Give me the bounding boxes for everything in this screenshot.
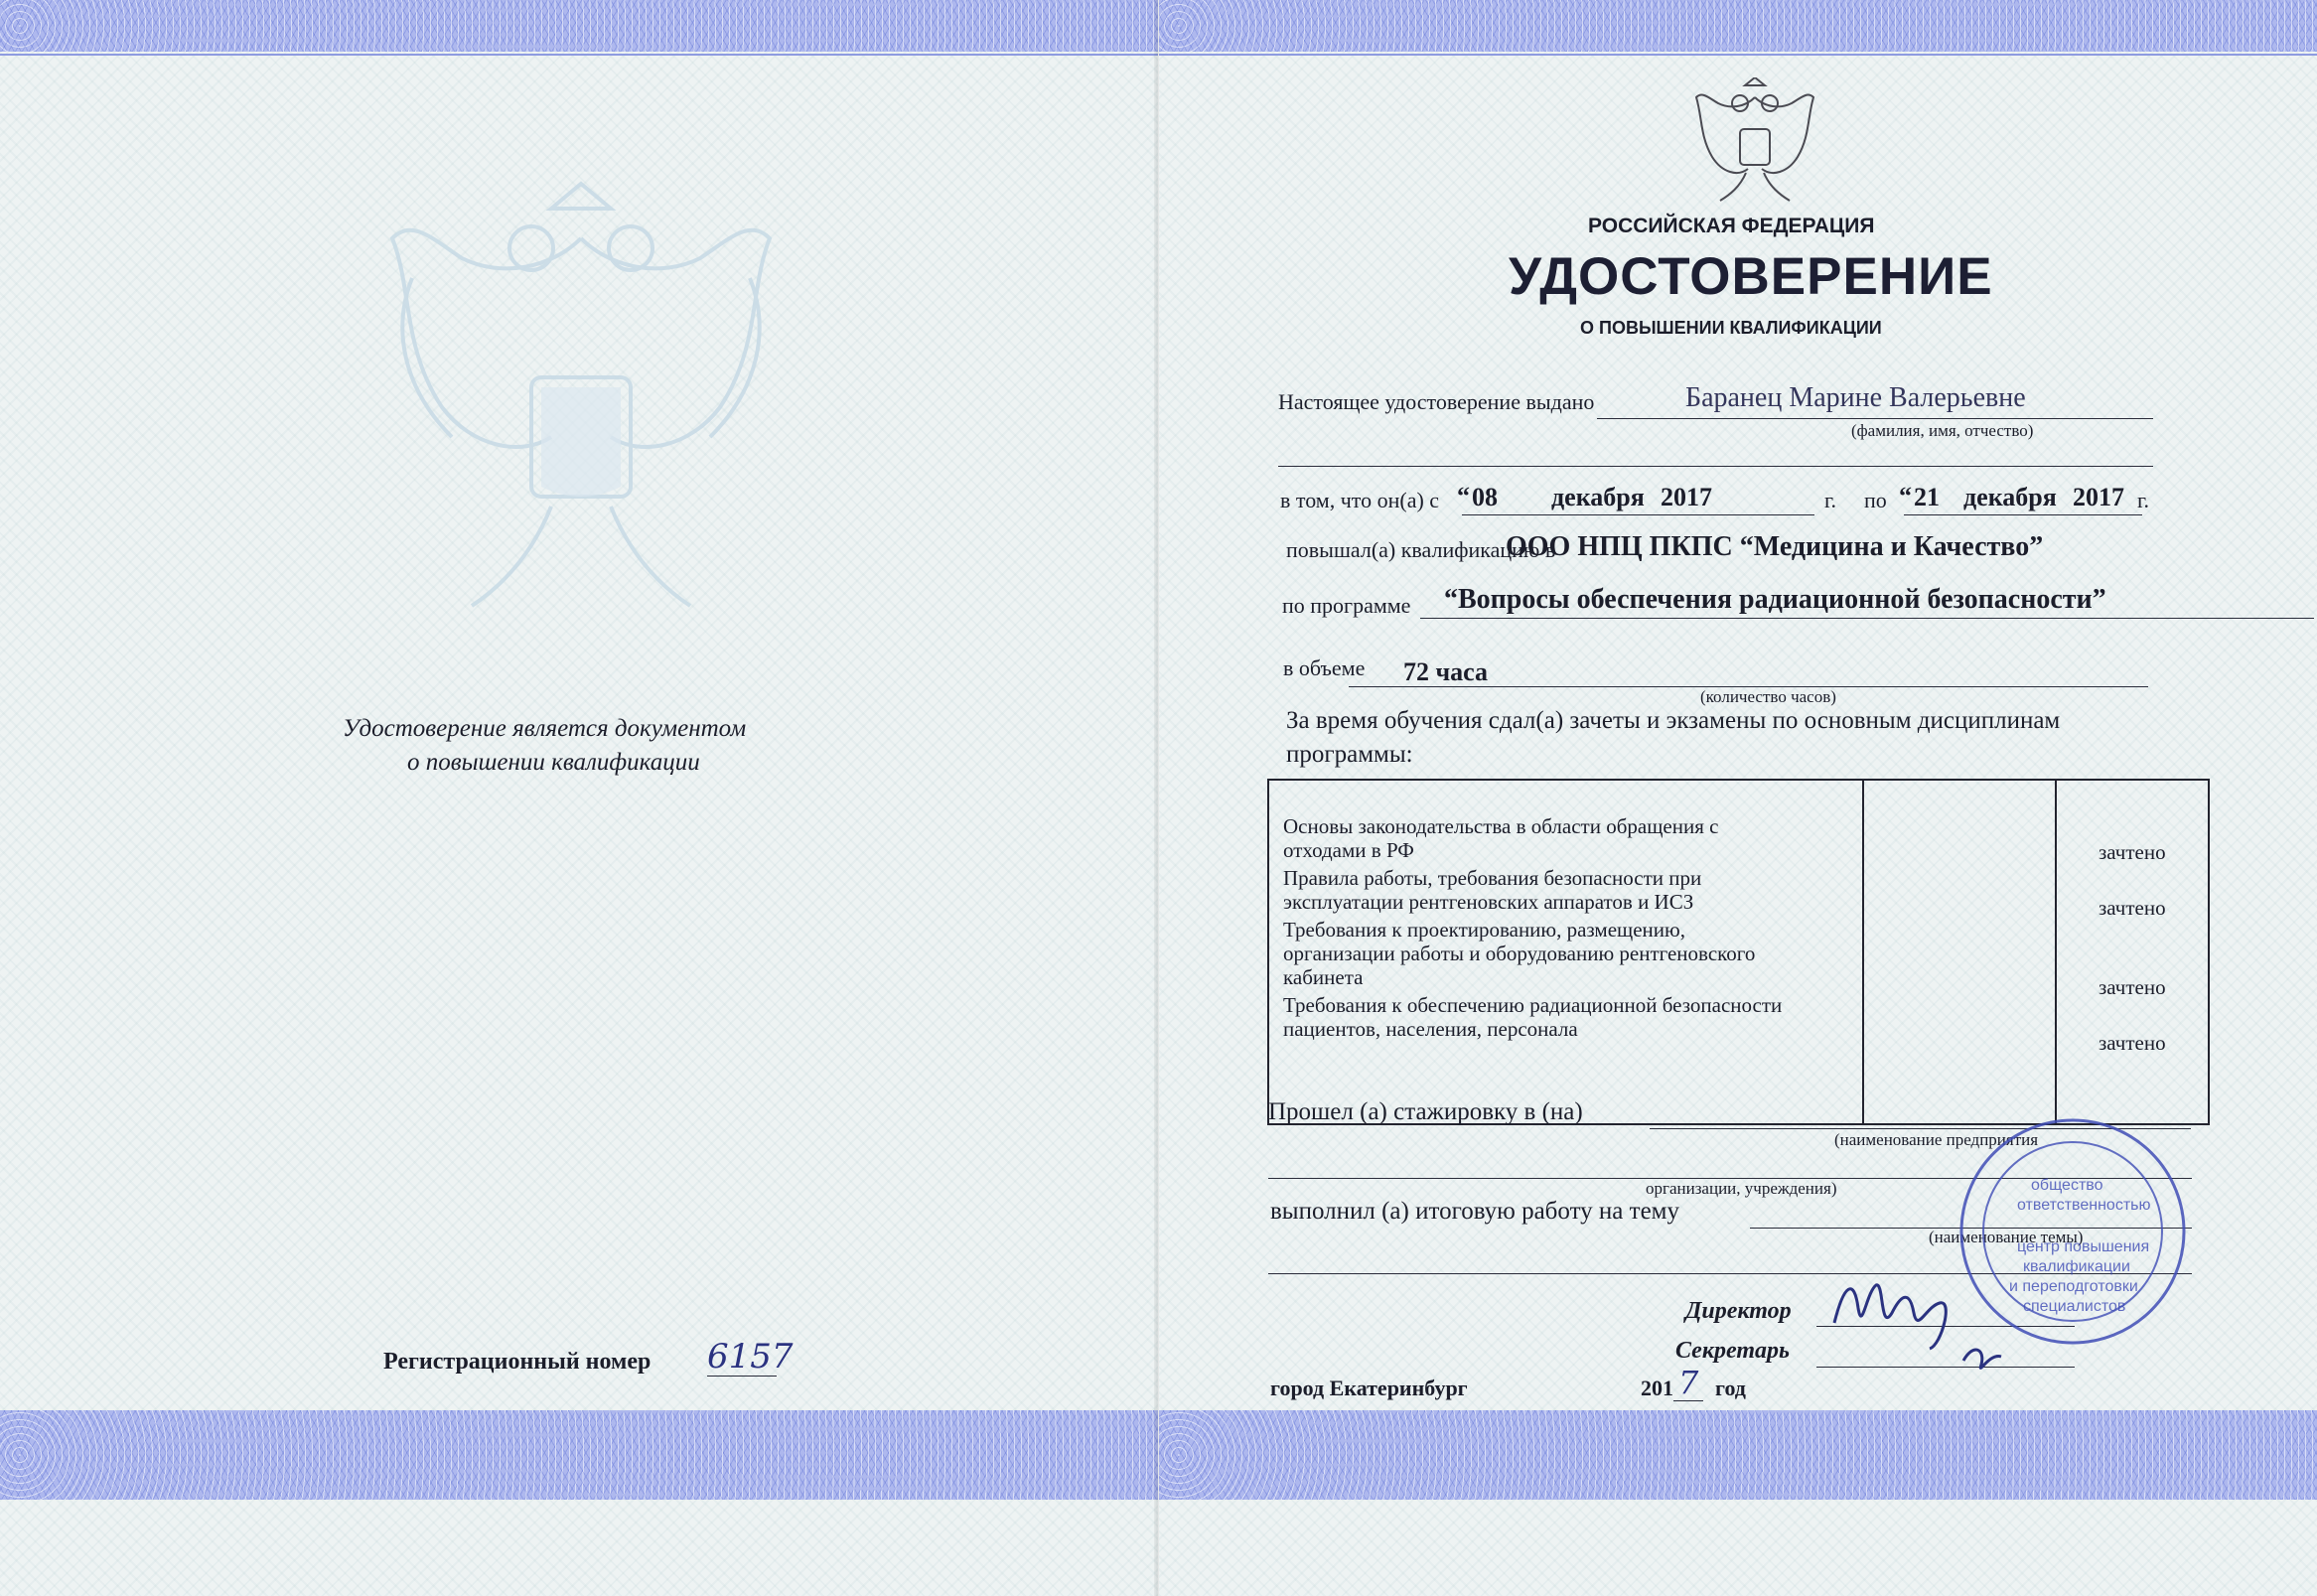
secretary-label: Секретарь bbox=[1675, 1338, 1790, 1364]
divider bbox=[1159, 54, 2317, 56]
volume-caption: (количество часов) bbox=[1700, 687, 1836, 706]
exams-text-line-1: За время обучения сдал(а) зачеты и экзамены по основным дисциплинам bbox=[1286, 707, 2061, 734]
from-month: декабря bbox=[1551, 483, 1645, 511]
city: город Екатеринбург bbox=[1270, 1376, 1468, 1400]
year-digit: 7 bbox=[1678, 1364, 1699, 1401]
subjects-table bbox=[1267, 779, 2210, 1125]
end-suffix: г. bbox=[2137, 488, 2150, 512]
subjects-empty-cell bbox=[1863, 780, 2056, 1124]
subject-name: Требования к обеспечению радиационной безопасности пациентов, населения, персонала bbox=[1283, 993, 1783, 1041]
from-year: 2017 bbox=[1661, 483, 1712, 511]
issued-label: Настоящее удостоверение выдано bbox=[1278, 389, 1595, 414]
subject-result: зачтено bbox=[2099, 840, 2166, 864]
from-day: 08 bbox=[1472, 483, 1498, 511]
period-open-quote-2: “ bbox=[1899, 482, 1912, 510]
coat-of-arms-watermark bbox=[353, 179, 809, 665]
note-line-1: Удостоверение является документом bbox=[343, 715, 747, 742]
top-ornament-band bbox=[0, 0, 1158, 52]
svg-text:общество: общество bbox=[2031, 1177, 2103, 1194]
right-page bbox=[1159, 0, 2317, 1596]
bottom-ornament-band bbox=[1159, 1410, 2317, 1500]
bottom-ornament-band bbox=[0, 1410, 1158, 1500]
to-day: 21 bbox=[1914, 483, 1940, 511]
blank-line bbox=[1278, 466, 2153, 467]
left-page bbox=[0, 0, 1158, 1596]
director-label: Директор bbox=[1685, 1298, 1792, 1324]
final-work-caption: (наименование темы) bbox=[1929, 1228, 2084, 1246]
internship-caption-1: (наименование предприятия bbox=[1834, 1130, 2039, 1149]
emblem-icon bbox=[1690, 77, 1819, 209]
name-underline bbox=[1597, 418, 2153, 419]
exams-text-line-2: программы: bbox=[1286, 741, 1413, 768]
organization-stamp bbox=[1954, 1112, 2192, 1351]
volume-label: в объеме bbox=[1283, 655, 1366, 680]
internship-label: Прошел (а) стажировку в (на) bbox=[1268, 1098, 1583, 1125]
final-work-label: выполнил (а) итоговую работу на тему bbox=[1270, 1198, 1679, 1225]
document-title: УДОСТОВЕРЕНИЕ bbox=[1509, 247, 1993, 306]
qualification-prefix: повышал(а) квалификацию в bbox=[1286, 537, 1556, 562]
subject-name: Правила работы, требования безопасности при эксплуатации рентгеновских аппаратов и ИСЗ bbox=[1283, 866, 1702, 914]
subjects-results-cell bbox=[2056, 780, 2209, 1124]
to-month: декабря bbox=[1963, 483, 2057, 511]
program-underline bbox=[1420, 618, 2314, 619]
to-year: 2017 bbox=[2073, 483, 2124, 511]
svg-text:специалистов: специалистов bbox=[2023, 1298, 2126, 1315]
subject-result: зачтено bbox=[2099, 1031, 2166, 1055]
from-underline bbox=[1462, 514, 1814, 515]
program-name: “Вопросы обеспечения радиационной безопасности” bbox=[1444, 584, 2106, 615]
svg-text:ответственностью: ответственностью bbox=[2017, 1197, 2151, 1214]
year-underline bbox=[1673, 1400, 1703, 1401]
subjects-names-cell bbox=[1268, 780, 1863, 1124]
top-ornament-band bbox=[1159, 0, 2317, 52]
subject-result: зачтено bbox=[2099, 975, 2166, 999]
program-label: по программе bbox=[1282, 593, 1411, 618]
registration-underline bbox=[707, 1376, 777, 1377]
registration-number: 6157 bbox=[707, 1337, 794, 1377]
year-prefix: 201 bbox=[1641, 1376, 1673, 1400]
svg-text:и переподготовки: и переподготовки bbox=[2009, 1278, 2138, 1295]
subject-name: Требования к проектированию, размещению, организации работы и оборудованию рентгеновского кабинета bbox=[1283, 918, 1756, 989]
period-prefix: в том, что он(а) с bbox=[1280, 488, 1440, 512]
divider bbox=[0, 54, 1158, 56]
subject-result: зачтено bbox=[2099, 896, 2166, 920]
to-underline bbox=[1904, 514, 2142, 515]
country-label: РОССИЙСКАЯ ФЕДЕРАЦИЯ bbox=[1588, 215, 1875, 237]
from-year-suffix: г. bbox=[1824, 488, 1837, 512]
issued-name: Баранец Марине Валерьевне bbox=[1685, 382, 2026, 413]
svg-text:квалификации: квалификации bbox=[2023, 1258, 2130, 1275]
svg-text:центр повышения: центр повышения bbox=[2017, 1238, 2150, 1255]
document-subtitle: О ПОВЫШЕНИИ КВАЛИФИКАЦИИ bbox=[1580, 318, 1882, 338]
internship-caption-2: организации, учреждения) bbox=[1646, 1179, 1837, 1198]
subject-name: Основы законодательства в области обращения с отходами в РФ bbox=[1283, 814, 1719, 862]
year-suffix: год bbox=[1715, 1376, 1746, 1400]
name-caption: (фамилия, имя, отчество) bbox=[1851, 421, 2034, 440]
registration-label: Регистрационный номер bbox=[383, 1349, 652, 1375]
to-label: по bbox=[1864, 488, 1887, 512]
volume-value: 72 часа bbox=[1403, 657, 1489, 686]
note-line-2: о повышении квалификации bbox=[407, 749, 700, 776]
period-open-quote: “ bbox=[1457, 482, 1470, 510]
organization-name: ООО НПЦ ПКПС “Медицина и Качество” bbox=[1506, 531, 2044, 562]
